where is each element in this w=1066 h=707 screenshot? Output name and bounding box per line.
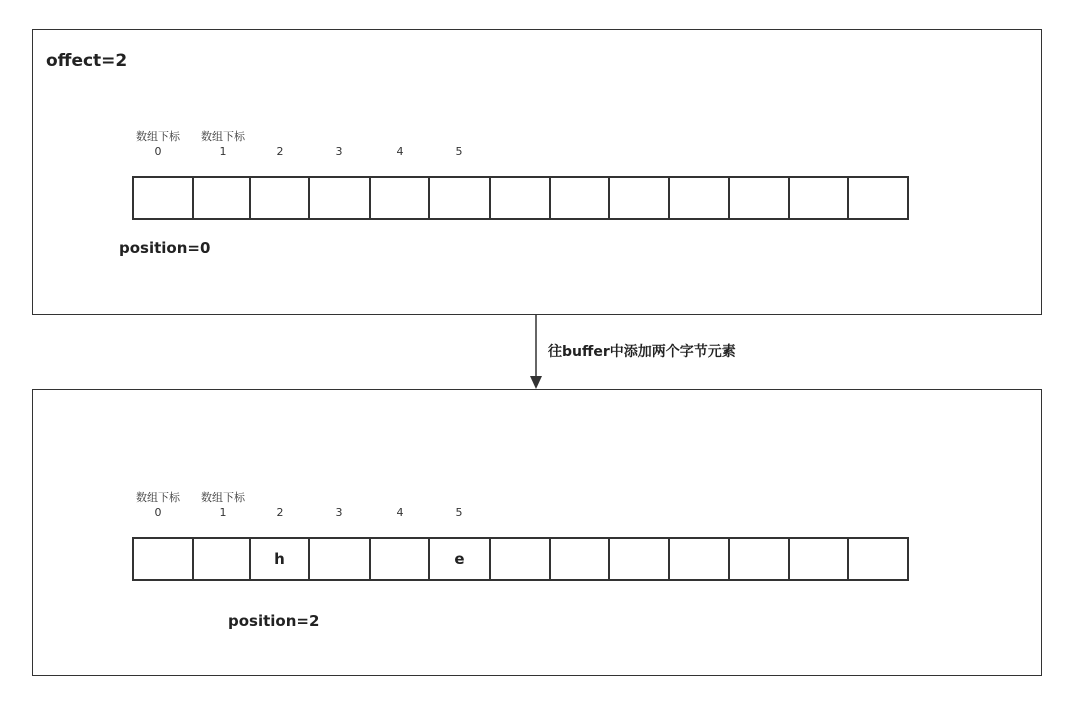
index-label-4: 4	[396, 506, 404, 519]
index-label-2: 2	[276, 145, 284, 158]
position-label: position=2	[228, 612, 320, 630]
index-label-0: 数组下标 0	[136, 491, 180, 519]
index-label-3: 3	[335, 506, 343, 519]
index-label-1: 数组下标 1	[201, 491, 245, 519]
index-label-4: 4	[396, 145, 404, 158]
index-label-0: 数组下标 0	[136, 130, 180, 158]
arrow-label: 往buffer中添加两个字节元素	[548, 344, 736, 360]
arrow-head-icon	[530, 376, 542, 389]
index-label-1: 数组下标 1	[201, 130, 245, 158]
index-label-3: 3	[335, 145, 343, 158]
array-cell-2: h	[251, 539, 310, 579]
array-cell-5: e	[430, 539, 491, 579]
position-label: position=0	[119, 239, 211, 257]
index-label-5: 5	[455, 145, 463, 158]
index-label-2: 2	[276, 506, 284, 519]
offset-label: offect=2	[46, 51, 128, 71]
index-label-5: 5	[455, 506, 463, 519]
